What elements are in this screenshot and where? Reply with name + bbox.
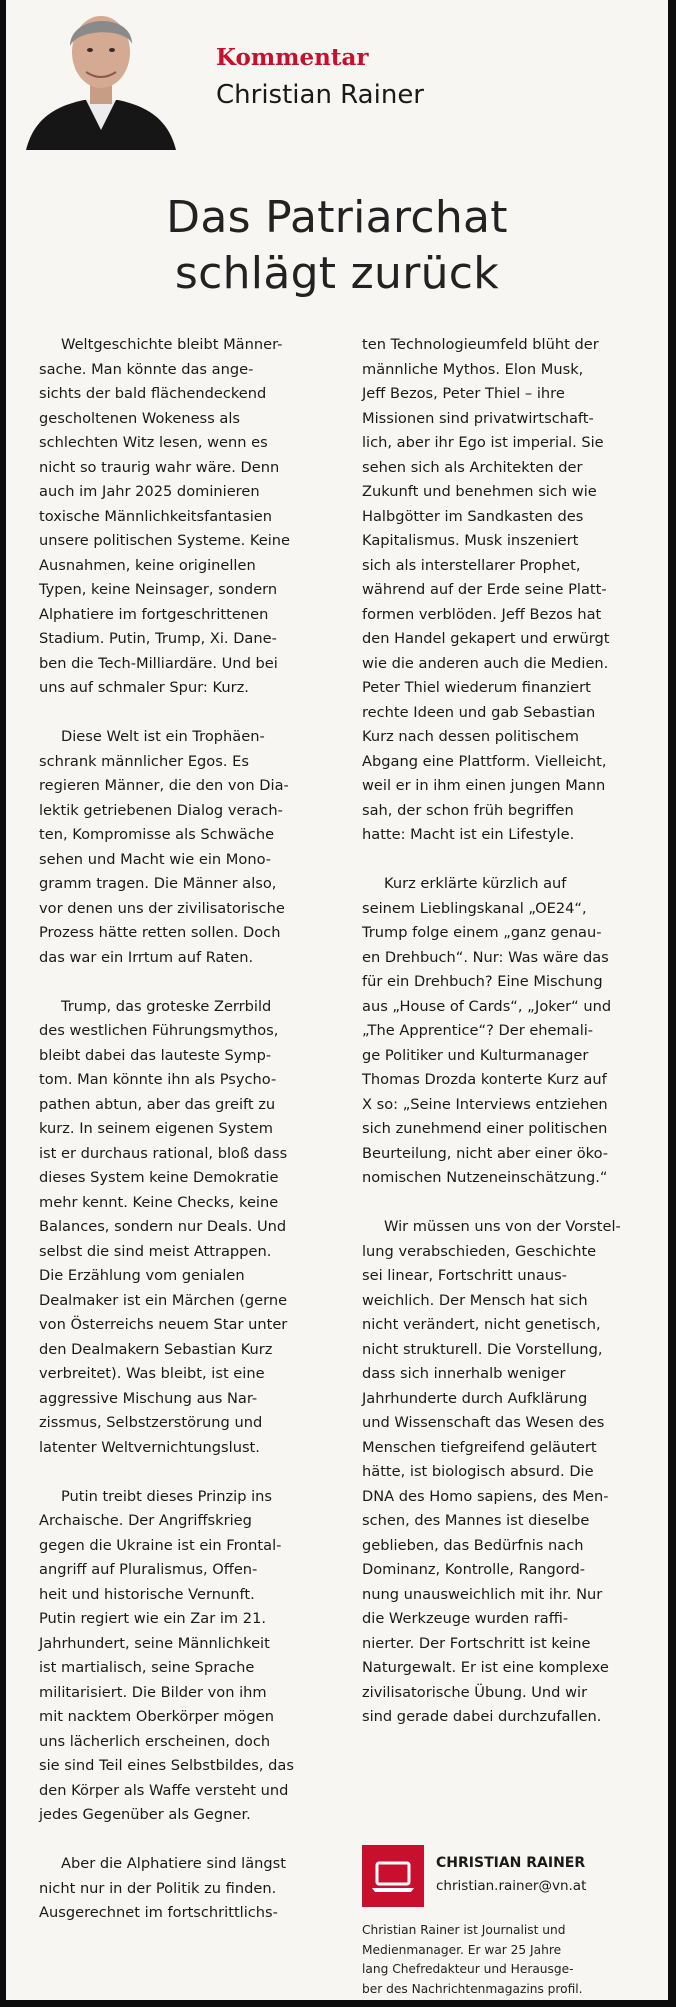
text-line: ber des Nachrichtenmagazins profil.: [362, 1981, 583, 1996]
paragraph: [362, 333, 662, 848]
text-line: ben die Tech-Milliardäre. Und bei: [39, 654, 278, 672]
text-line: des westlichen Führungsmythos,: [39, 1022, 279, 1039]
headline-line: schlägt zurück: [174, 248, 500, 299]
text-line: schen, des Mannes ist dieselbe: [362, 1512, 590, 1529]
text-line: gramm tragen. Die Männer also,: [39, 875, 277, 892]
article-page: [6, 0, 668, 2000]
text-line: ten, Kompromisse als Schwäche: [39, 826, 275, 843]
text-line: Peter Thiel wiederum finanziert: [362, 679, 591, 696]
text-line: sie sind Teil eines Selbstbildes, das: [39, 1757, 294, 1774]
text-line: Kurz nach dessen politischem: [362, 728, 579, 745]
text-line: Missionen sind privatwirtschaft-: [362, 409, 594, 427]
text-line: Jahrhunderte durch Aufklärung: [362, 1389, 588, 1407]
text-line: nung unausweichlich mit ihr. Nur: [362, 1585, 603, 1603]
article-column-left: [39, 333, 339, 1926]
text-line: aus „House of Cards“, „Joker“ und: [362, 997, 612, 1015]
text-line: Ausgerechnet im fortschrittlichs-: [39, 1904, 278, 1921]
text-line: seinem Lieblingskanal „OE24“,: [362, 899, 587, 917]
author-portrait: [6, 0, 196, 150]
text-line: Thomas Drozda konterte Kurz auf: [362, 1071, 607, 1088]
article-header: [6, 0, 668, 155]
text-line: Naturgewalt. Er ist eine komplexe: [362, 1659, 609, 1676]
laptop-icon: [362, 1845, 424, 1907]
text-line: schlechten Witz lesen, wenn es: [39, 434, 268, 451]
text-line: regieren Männer, die den von Dia-: [39, 777, 289, 794]
text-line: Ausnahmen, keine originellen: [39, 556, 256, 574]
text-line: sah, der schon früh begriffen: [362, 801, 574, 819]
text-line: Alphatiere im fortgeschrittenen: [39, 605, 269, 623]
text-line: ge Politiker und Kulturmanager: [362, 1046, 589, 1064]
text-line: nierter. Der Fortschritt ist keine: [362, 1634, 591, 1652]
text-line: aggressive Mischung aus Nar-: [39, 1389, 258, 1407]
text-line: Wir müssen uns von der Vorstel-: [384, 1218, 621, 1235]
text-line: Die Erzählung vom genialen: [39, 1267, 245, 1284]
text-line: lich, aber ihr Ego ist imperial. Sie: [362, 434, 604, 451]
text-line: Stadium. Putin, Trump, Xi. Dane-: [39, 630, 277, 647]
text-line: tom. Man könnte ihn als Psycho-: [39, 1071, 277, 1088]
text-line: uns auf schmaler Spur: Kurz.: [39, 679, 249, 696]
text-line: unsere politischen Systeme. Keine: [39, 532, 290, 549]
text-line: Kurz erklärte kürzlich auf: [384, 875, 567, 892]
text-line: sei linear, Fortschritt unaus-: [362, 1267, 567, 1284]
author-signature: [362, 1845, 662, 1907]
text-line: von Österreichs neuem Star unter: [39, 1316, 288, 1333]
text-line: sehen und Macht wie ein Mono-: [39, 850, 272, 868]
text-line: Abgang eine Plattform. Vielleicht,: [362, 752, 607, 770]
text-line: lang Chefredakteur und Herausge-: [362, 1962, 574, 1976]
text-line: geblieben, das Bedürfnis nach: [362, 1536, 584, 1554]
text-line: vor denen uns der zivilisatorische: [39, 899, 285, 917]
text-line: weichlich. Der Mensch hat sich: [362, 1291, 588, 1309]
text-line: formen verblöden. Jeff Bezos hat: [362, 605, 602, 623]
text-line: Putin regiert wie ein Zar im 21.: [39, 1610, 267, 1627]
text-line: latenter Weltvernichtungslust.: [39, 1438, 260, 1456]
text-line: nicht so traurig wahr wäre. Denn: [39, 458, 280, 476]
headline: [6, 190, 668, 302]
text-line: nomischen Nutzeneinschätzung.“: [362, 1169, 608, 1186]
text-line: Zukunft und benehmen sich wie: [362, 483, 597, 500]
text-line: verbreitet). Was bleibt, ist eine: [39, 1365, 265, 1382]
text-line: jedes Gegenüber als Gegner.: [39, 1806, 251, 1823]
text-line: während auf der Erde seine Platt-: [362, 581, 607, 598]
text-line: männliche Mythos. Elon Musk,: [362, 360, 584, 378]
text-line: Weltgeschichte bleibt Männer-: [61, 336, 283, 353]
text-line: sehen sich als Architekten der: [362, 458, 583, 476]
text-line: Putin treibt dieses Prinzip ins: [61, 1487, 273, 1505]
article-column-right: [362, 333, 662, 1730]
text-line: lung verabschieden, Geschichte: [362, 1242, 597, 1260]
section-kicker: Kommentar: [216, 44, 369, 71]
text-line: mit nacktem Oberkörper mögen: [39, 1708, 274, 1725]
text-line: sache. Man könnte das ange-: [39, 360, 254, 378]
text-line: selbst die sind meist Attrappen.: [39, 1242, 272, 1260]
text-line: schrank männlicher Egos. Es: [39, 752, 249, 770]
text-line: bleibt dabei das lauteste Symp-: [39, 1046, 272, 1064]
headline-line: Das Patriarchat: [166, 192, 508, 243]
paragraph: [39, 995, 339, 1461]
paragraph: [39, 1852, 339, 1926]
text-line: Diese Welt ist ein Trophäen-: [61, 728, 265, 745]
text-line: sich zunehmend einer politischen: [362, 1120, 608, 1137]
text-line: Trump, das groteske Zerrbild: [61, 997, 272, 1015]
text-line: wie die anderen auch die Medien.: [362, 654, 609, 672]
paragraph: [362, 1215, 662, 1730]
text-line: Christian Rainer ist Journalist und: [362, 1923, 566, 1937]
text-line: Halbgötter im Sandkasten des: [362, 507, 584, 525]
text-line: nicht strukturell. Die Vorstellung,: [362, 1340, 603, 1358]
text-line: auch im Jahr 2025 dominieren: [39, 483, 260, 500]
text-line: ist er durchaus rational, bloß dass: [39, 1144, 288, 1162]
text-line: en Drehbuch“. Nur: Was wäre das: [362, 948, 609, 966]
text-line: Aber die Alphatiere sind längst: [61, 1855, 286, 1872]
text-line: ist martialisch, seine Sprache: [39, 1659, 255, 1676]
text-line: hatte: Macht ist ein Lifestyle.: [362, 826, 575, 843]
text-line: lektik getriebenen Dialog verach-: [39, 801, 283, 819]
text-line: dieses System keine Demokratie: [39, 1169, 279, 1186]
text-line: Archaische. Der Angriffskrieg: [39, 1512, 252, 1529]
text-line: ten Technologieumfeld blüht der: [362, 336, 599, 353]
text-line: sind gerade dabei durchzufallen.: [362, 1708, 602, 1725]
paragraph: [362, 872, 662, 1191]
text-line: den Dealmakern Sebastian Kurz: [39, 1340, 273, 1358]
text-line: pathen abtun, aber das greift zu: [39, 1095, 276, 1113]
text-line: Balances, sondern nur Deals. Und: [39, 1218, 287, 1235]
text-line: nicht nur in der Politik zu finden.: [39, 1879, 277, 1897]
text-line: kurz. In seinem eigenen System: [39, 1120, 273, 1137]
text-line: zissmus, Selbstzerstörung und: [39, 1414, 263, 1431]
text-line: Beurteilung, nicht aber einer öko-: [362, 1144, 609, 1162]
text-line: gegen die Ukraine ist ein Frontal-: [39, 1536, 282, 1554]
text-line: Trump folge einem „ganz genau-: [362, 924, 602, 941]
text-line: Prozess hätte retten sollen. Doch: [39, 924, 281, 941]
text-line: Jahrhundert, seine Männlichkeit: [39, 1634, 270, 1652]
text-line: zivilisatorische Übung. Und wir: [362, 1683, 588, 1701]
text-line: DNA des Homo sapiens, des Men-: [362, 1487, 609, 1505]
text-line: X so: „Seine Interviews entziehen: [362, 1095, 608, 1113]
text-line: Medienmanager. Er war 25 Jahre: [362, 1942, 562, 1957]
text-line: dass sich innerhalb weniger: [362, 1365, 566, 1382]
author-name: Christian Rainer: [216, 80, 424, 110]
text-line: Kapitalismus. Musk inszeniert: [362, 532, 579, 549]
text-line: Dealmaker ist ein Märchen (gerne: [39, 1291, 288, 1309]
text-line: und Wissenschaft das Wesen des: [362, 1414, 605, 1431]
text-line: den Handel gekapert und erwürgt: [362, 630, 610, 647]
signature-name: CHRISTIAN RAINER: [436, 1855, 586, 1871]
text-line: heit und historische Vernunft.: [39, 1585, 255, 1603]
text-line: nicht verändert, nicht genetisch,: [362, 1316, 601, 1333]
paragraph: [39, 725, 339, 970]
text-line: das war ein Irrtum auf Raten.: [39, 948, 254, 966]
text-line: mehr kennt. Keine Checks, keine: [39, 1193, 279, 1211]
text-line: gescholtenen Wokeness als: [39, 409, 241, 427]
paragraph: [39, 1485, 339, 1828]
text-line: für ein Drehbuch? Eine Mischung: [362, 973, 603, 990]
text-line: hätte, ist biologisch absurd. Die: [362, 1463, 594, 1480]
author-bio: [362, 1921, 662, 1999]
paragraph: [39, 333, 339, 701]
text-line: uns lächerlich erscheinen, doch: [39, 1732, 271, 1750]
text-line: toxische Männlichkeitsfantasien: [39, 507, 272, 525]
text-line: Jeff Bezos, Peter Thiel – ihre: [362, 385, 565, 402]
text-line: Typen, keine Neinsager, sondern: [39, 581, 278, 598]
text-line: militarisiert. Die Bilder von ihm: [39, 1683, 267, 1701]
author-email-link[interactable]: christian.rainer@vn.at: [436, 1878, 587, 1894]
text-line: sich als interstellarer Prophet,: [362, 556, 581, 574]
text-line: angriff auf Pluralismus, Offen-: [39, 1561, 258, 1578]
text-line: die Werkzeuge wurden raffi-: [362, 1610, 569, 1627]
text-line: Menschen tiefgreifend geläutert: [362, 1438, 597, 1456]
text-line: rechte Ideen und gab Sebastian: [362, 703, 596, 721]
text-line: weil er in ihm einen jungen Mann: [362, 777, 606, 794]
text-line: „The Apprentice“? Der ehemali-: [362, 1022, 594, 1039]
text-line: sichts der bald flächendeckend: [39, 385, 267, 402]
author-photo: [6, 0, 196, 150]
text-line: Dominanz, Kontrolle, Rangord-: [362, 1561, 586, 1578]
text-line: den Körper als Waffe versteht und: [39, 1781, 289, 1799]
